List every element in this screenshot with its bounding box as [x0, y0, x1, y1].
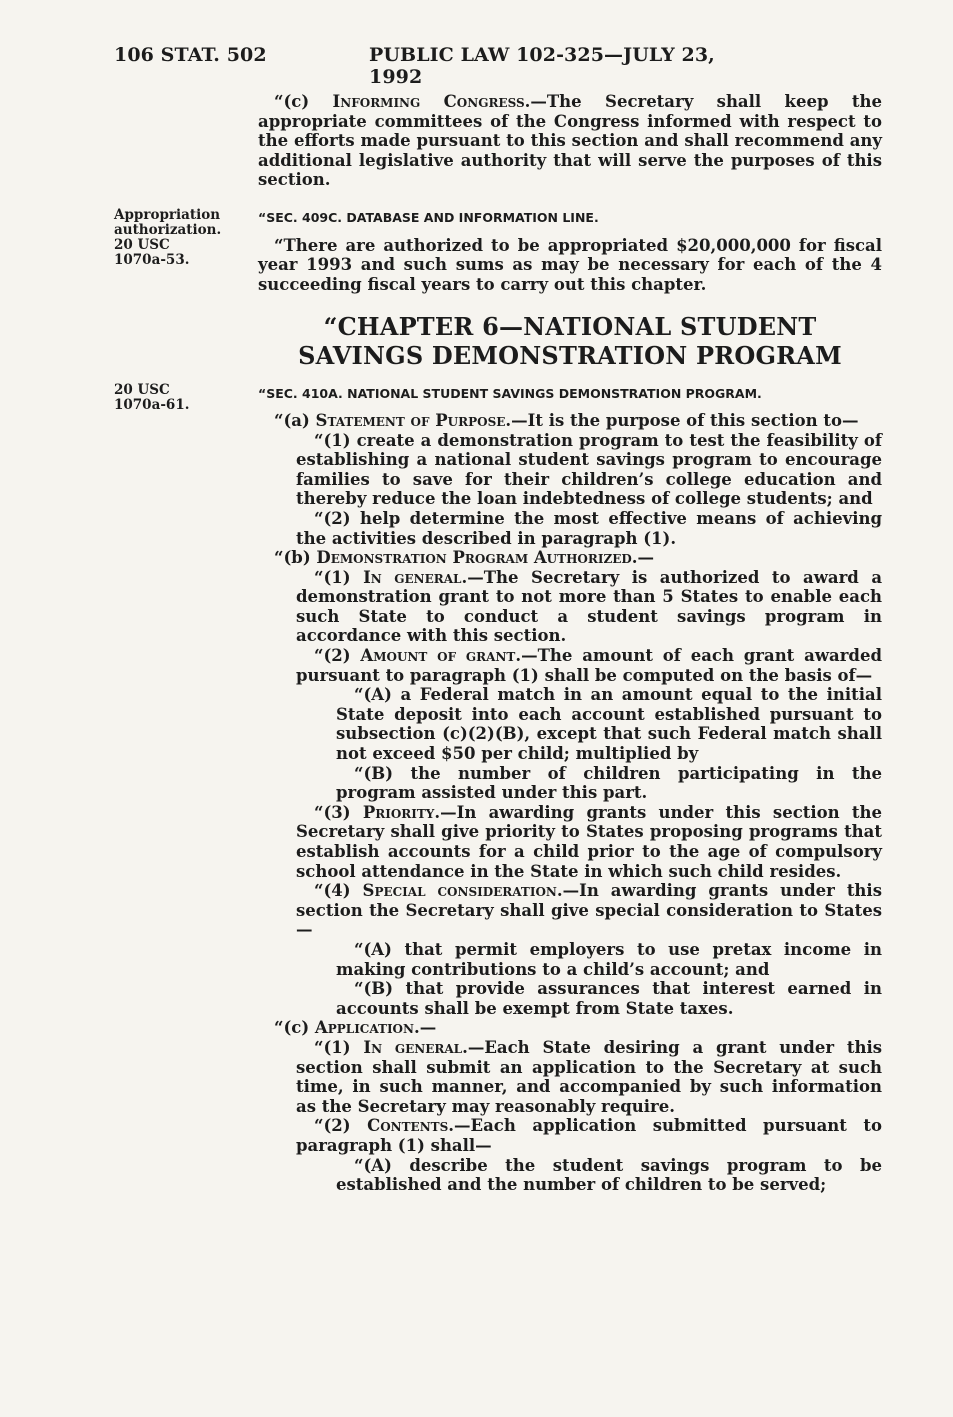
- application-in-general-paragraph: “(1) In general.—Each State desiring a grant under this section shall submit an application to the Secretary at such time, in such manner, and accompanied by such information as the Secretary may reasonably require.: [296, 1037, 883, 1116]
- section-409c-text: “There are authorized to be appropriated $20,000,000 for fiscal year 1993 and such sums as may be necessary for each of the 4 succeeding fiscal years to carry out this chapter.: [258, 235, 882, 294]
- margin-note-usc-1070a-53: 20 USC 1070a-53.: [114, 237, 190, 268]
- application-heading: Application.: [314, 1018, 420, 1038]
- program-authorized-heading: Demonstration Program Authorized.: [316, 548, 638, 568]
- law-title-date: PUBLIC LAW 102-325—JULY 23, 1992: [369, 44, 715, 88]
- describe-program-clause: “(A) describe the student savings program to be established and the number of children to be served;: [336, 1155, 882, 1195]
- section-410a-heading: “SEC. 410A. NATIONAL STUDENT SAVINGS DEMONSTRATION PROGRAM.: [258, 386, 762, 402]
- program-authorized-heading-line: “(b) Demonstration Program Authorized.—: [274, 548, 655, 568]
- priority-paragraph: “(3) Priority.—In awarding grants under this section the Secretary shall give priority to States proposing programs that establish accounts for a child prior to the age of compulsory school attendance in the State in which such child resides.: [296, 802, 882, 881]
- section-409c-heading: “SEC. 409C. DATABASE AND INFORMATION LINE.: [258, 209, 599, 225]
- number-of-children-clause: “(B) the number of children participating in the program assisted under this part.: [336, 763, 882, 803]
- federal-match-clause: “(A) a Federal match in an amount equal to the initial State deposit into each account established pursuant to subsection (c)(2)(B), except that such Federal match shall not exceed $50 per child; multiplied by: [336, 685, 882, 764]
- chapter-6-title: “CHAPTER 6—NATIONAL STUDENT SAVINGS DEMONSTRATION PROGRAM: [298, 312, 842, 371]
- application-heading-line: “(c) Application.—: [274, 1018, 437, 1038]
- tax-exempt-interest-clause: “(B) that provide assurances that interest earned in accounts shall be exempt from State taxes.: [336, 979, 882, 1018]
- statement-of-purpose-heading: Statement of Purpose.: [315, 410, 512, 430]
- statement-of-purpose-paragraph: “(a) Statement of Purpose.—It is the purpose of this section to—: [274, 410, 859, 430]
- in-general-grant-paragraph: “(1) In general.—The Secretary is authorized to award a demonstration grant to not more than 5 States to enable each such State to conduct a student savings program in accordance with this section.: [296, 567, 883, 646]
- amount-of-grant-paragraph: “(2) Amount of grant.—The amount of each grant awarded pursuant to paragraph (1) shall be computed on the basis of—: [296, 646, 882, 685]
- statute-body: [258, 92, 882, 1195]
- informing-congress-paragraph: “(c) Informing Congress.—The Secretary shall keep the appropriate committees of the Congress informed with respect to the efforts made pursuant to this section and shall recommend any additional legislative authority that will serve the purposes of this section.: [258, 92, 882, 190]
- informing-congress-heading: Informing Congress.: [332, 92, 531, 111]
- purpose-clause-2: “(2) help determine the most effective means of achieving the activities described in paragraph (1).: [296, 508, 882, 548]
- stat-page-number: 106 STAT. 502: [114, 44, 267, 66]
- special-consideration-paragraph: “(4) Special consideration.—In awarding grants under this section the Secretary shall give special consideration to States—: [296, 881, 882, 940]
- application-contents-paragraph: “(2) Contents.—Each application submitted pursuant to paragraph (1) shall—: [296, 1116, 882, 1155]
- margin-note-usc-1070a-61: 20 USC 1070a-61.: [114, 382, 190, 413]
- margin-note-appropriation: Appropriation authorization.: [114, 207, 222, 238]
- purpose-clause-1: “(1) create a demonstration program to test the feasibility of establishing a national student savings program to encourage families to save for their children’s college education and thereby reduce the loan indebtedness of college students; and: [296, 430, 882, 509]
- pretax-income-clause: “(A) that permit employers to use pretax income in making contributions to a child’s account; and: [336, 939, 882, 979]
